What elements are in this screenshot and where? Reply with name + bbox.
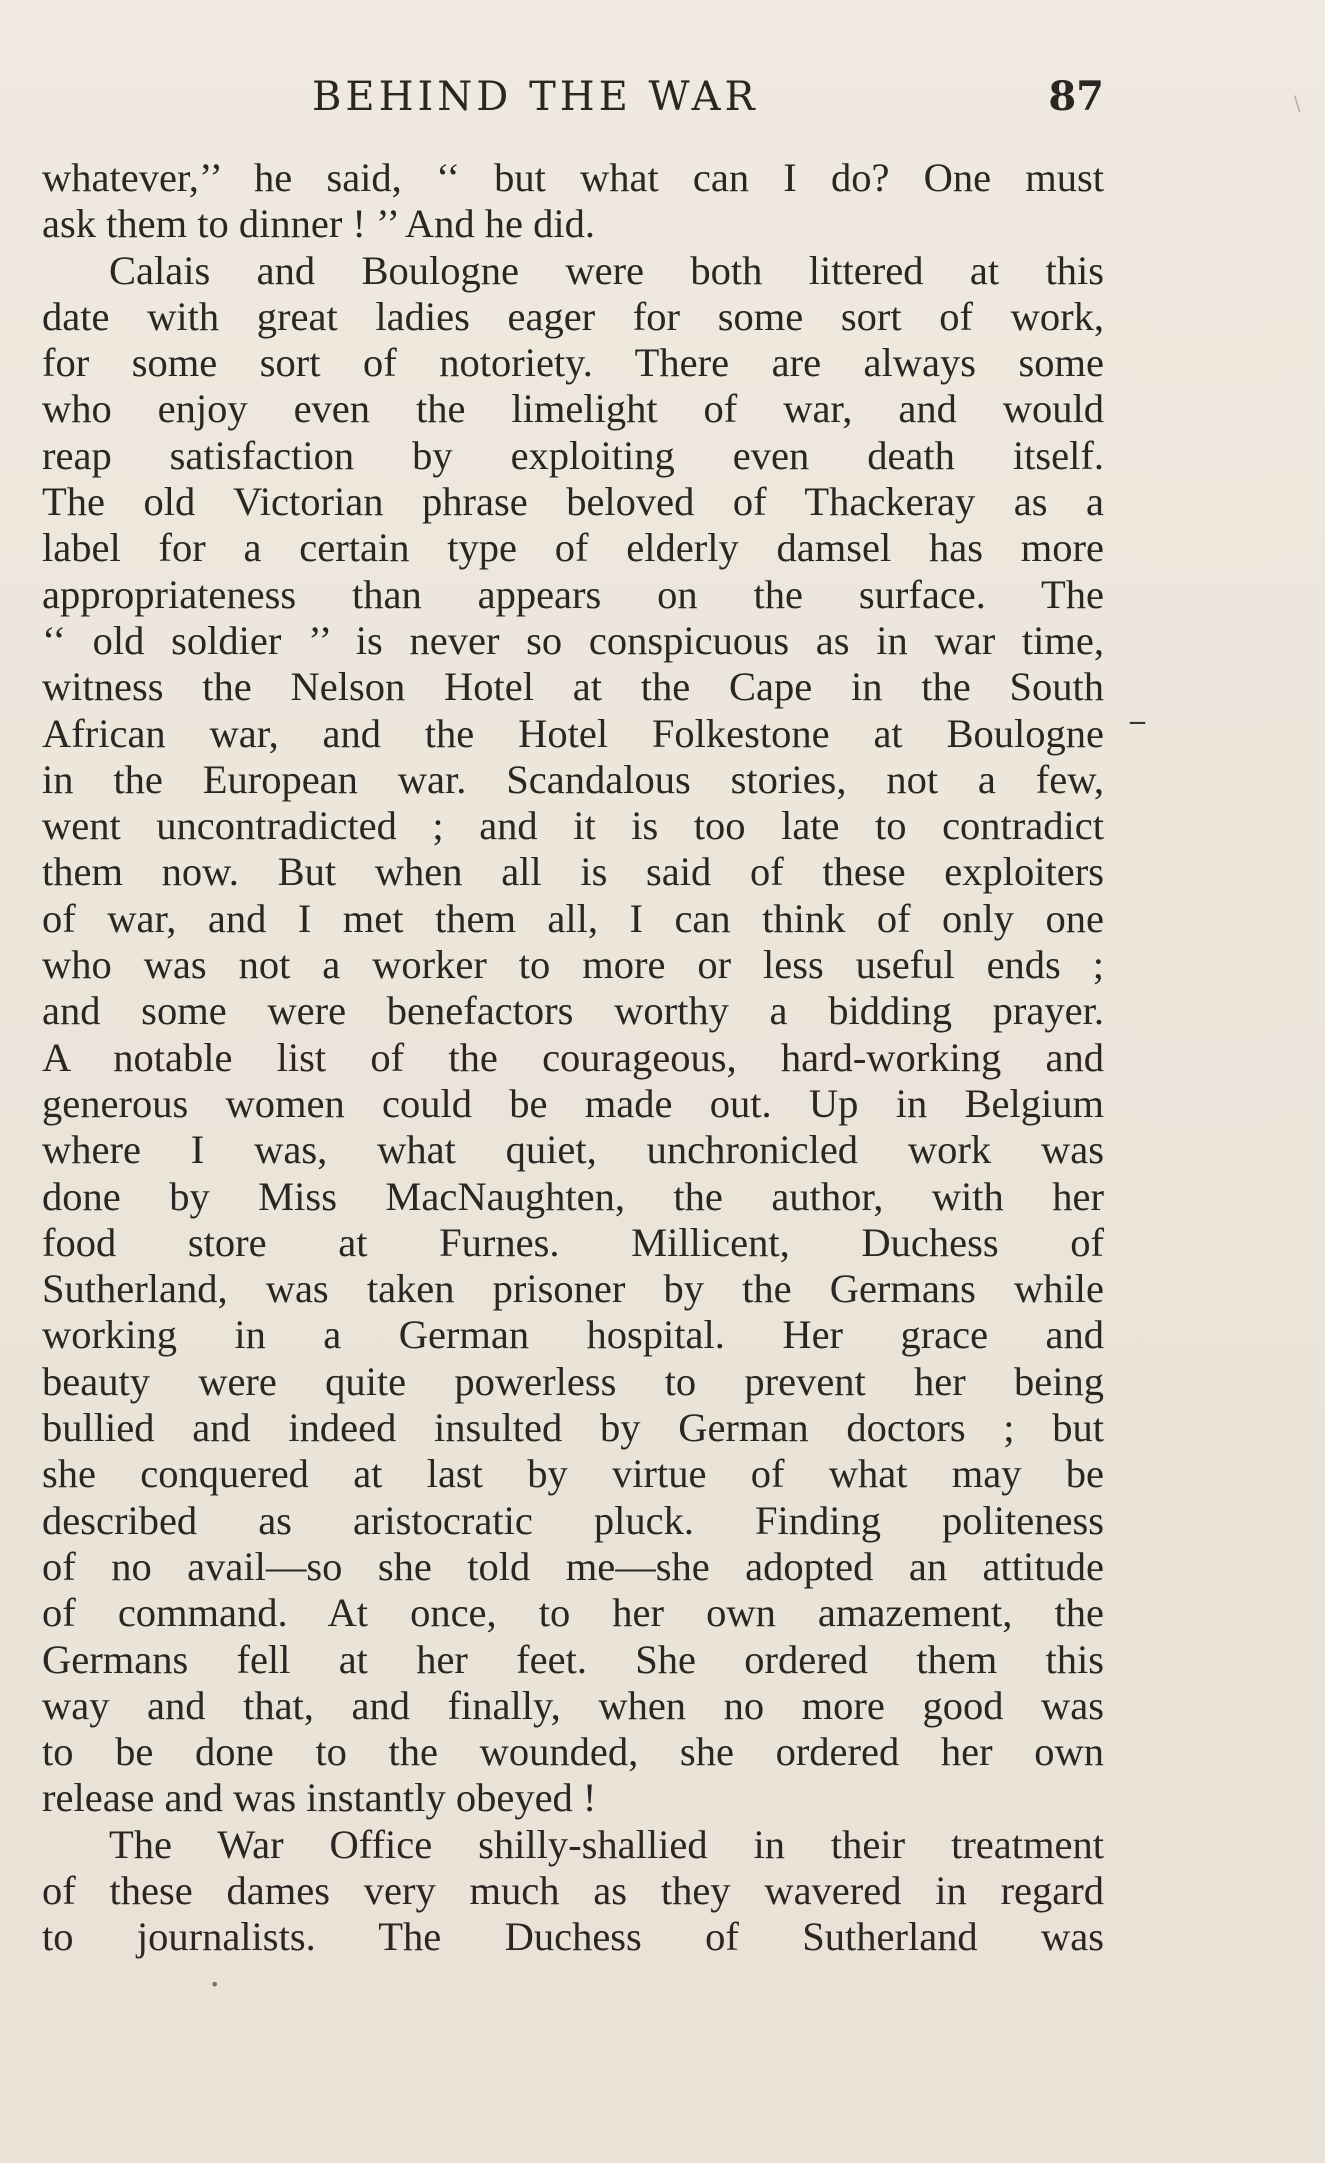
- text-line: of command. At once, to her own amazement, the: [42, 1590, 1104, 1636]
- text-line: to journalists. The Duchess of Sutherland was: [42, 1914, 1104, 1960]
- text-line: appropriateness than appears on the surface. The: [42, 571, 1104, 617]
- text-line: ‘‘ old soldier ’’ is never so conspicuous as in war time,: [42, 617, 1104, 663]
- text-line: of no avail—so she told me—she adopted an attitude: [42, 1543, 1104, 1589]
- text-line: of these dames very much as they wavered in regard: [42, 1867, 1104, 1913]
- ink-dot-icon: •: [210, 1975, 220, 1994]
- text-line: ask them to dinner ! ’’ And he did.: [42, 201, 595, 247]
- text-line: Germans fell at her feet. She ordered them this: [42, 1636, 1104, 1682]
- text-line: way and that, and finally, when no more good was: [42, 1682, 1104, 1728]
- text-line: them now. But when all is said of these exploiters: [42, 849, 1104, 895]
- text-line: bullied and indeed insulted by German doctors ; but: [42, 1405, 1104, 1451]
- page-header: [42, 72, 1104, 122]
- text-line: who was not a worker to more or less useful ends ;: [42, 942, 1104, 988]
- running-title: BEHIND THE WAR: [312, 74, 759, 120]
- text-line: for some sort of notoriety. There are always some: [42, 340, 1104, 386]
- text-line: to be done to the wounded, she ordered her own: [42, 1729, 1104, 1775]
- text-line: release and was instantly obeyed !: [42, 1775, 597, 1821]
- text-line: label for a certain type of elderly damsel has more: [42, 525, 1104, 571]
- text-line: done by Miss MacNaughten, the author, with her: [42, 1173, 1104, 1219]
- text-line: and some were benefactors worthy a bidding prayer.: [42, 988, 1104, 1034]
- text-line: she conquered at last by virtue of what may be: [42, 1451, 1104, 1497]
- text-line: whatever,’’ he said, ‘‘ but what can I do? One must: [42, 155, 1104, 200]
- text-line: generous women could be made out. Up in Belgium: [42, 1080, 1104, 1126]
- text-line: where I was, what quiet, unchronicled work was: [42, 1127, 1104, 1173]
- text-line: who enjoy even the limelight of war, and would: [42, 386, 1104, 432]
- text-line: witness the Nelson Hotel at the Cape in the South: [42, 664, 1104, 710]
- body-text: [42, 155, 1104, 1961]
- text-line: The War Office shilly-shallied in their treatment: [109, 1821, 1104, 1867]
- margin-mark-icon: ‾: [1130, 718, 1145, 753]
- text-line: date with great ladies eager for some sort of work,: [42, 293, 1104, 339]
- text-line: Sutherland, was taken prisoner by the Germans while: [42, 1266, 1104, 1312]
- text-line: described as aristocratic pluck. Finding politeness: [42, 1497, 1104, 1543]
- text-line: African war, and the Hotel Folkestone at Boulogne: [42, 710, 1104, 756]
- text-line: working in a German hospital. Her grace and: [42, 1312, 1104, 1358]
- corner-mark-icon: ∖: [1290, 92, 1303, 116]
- text-line: food store at Furnes. Millicent, Duchess of: [42, 1219, 1104, 1265]
- page-number: 87: [1048, 73, 1104, 120]
- text-line: beauty were quite powerless to prevent her being: [42, 1358, 1104, 1404]
- text-line: The old Victorian phrase beloved of Thackeray as a: [42, 479, 1104, 525]
- text-line: A notable list of the courageous, hard-working and: [42, 1034, 1104, 1080]
- text-line: went uncontradicted ; and it is too late to contradict: [42, 803, 1104, 849]
- text-line: in the European war. Scandalous stories, not a few,: [42, 756, 1104, 802]
- text-line: Calais and Boulogne were both littered at this: [109, 247, 1104, 293]
- text-line: of war, and I met them all, I can think of only one: [42, 895, 1104, 941]
- text-line: reap satisfaction by exploiting even death itself.: [42, 432, 1104, 478]
